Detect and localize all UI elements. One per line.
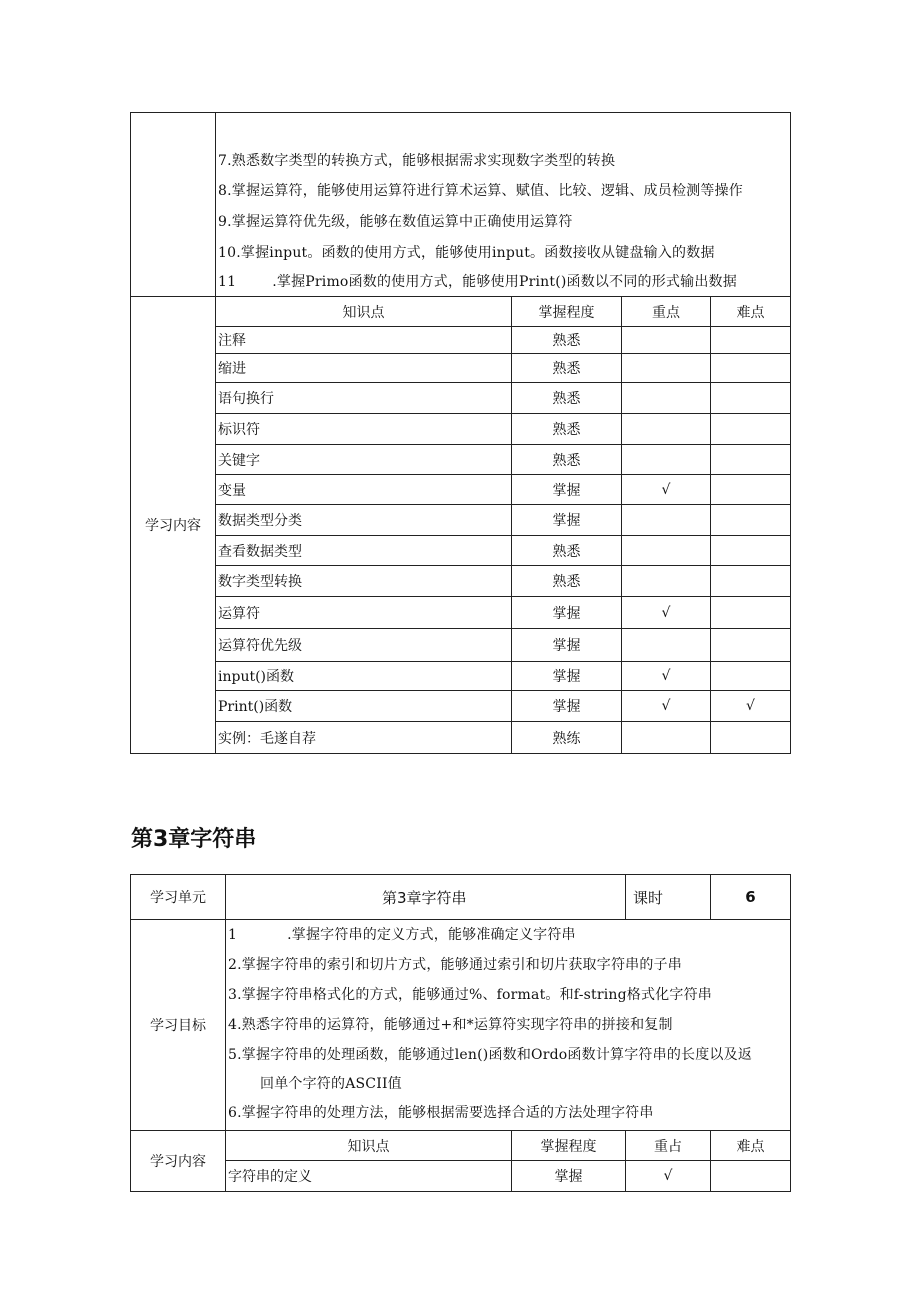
unit-value: 第3章字符串 [226,875,626,920]
chapter3-table [130,874,791,1192]
mastery-level: 掌握 [512,505,622,536]
key-mark [622,354,711,383]
difficulty-mark [711,662,791,691]
key-mark [622,414,711,445]
key-mark: √ [622,691,711,722]
mastery-level: 掌握 [512,629,622,662]
table-row [131,629,791,662]
mastery-level: 熟悉 [512,383,622,414]
table-row [131,414,791,445]
goals-label: 学习目标 [131,920,226,1131]
goal-item [218,269,790,296]
goals-label-cell [131,113,216,297]
hours-label: 课时 [626,875,711,920]
difficulty-mark [711,629,791,662]
table-row [131,691,791,722]
difficulty-mark [711,566,791,597]
hours-value: 6 [711,875,791,920]
key-mark [622,445,711,475]
key-mark: √ [622,597,711,629]
mastery-level: 掌握 [512,1161,626,1192]
goal-item [228,920,790,950]
knowledge-point: 查看数据类型 [216,536,512,566]
knowledge-point: 实例：毛遂自荐 [216,722,512,754]
table-row [131,536,791,566]
goal-number: 1 [228,927,238,943]
knowledge-point: 语句换行 [216,383,512,414]
content-label: 学习内容 [131,297,216,754]
header-mastery-level: 掌握程度 [512,297,622,327]
difficulty-mark [711,536,791,566]
table-row [131,566,791,597]
mastery-level: 熟悉 [512,327,622,354]
difficulty-mark [711,327,791,354]
key-mark: √ [626,1161,711,1192]
knowledge-point: 注释 [216,327,512,354]
key-mark [622,327,711,354]
unit-label: 学习单元 [131,875,226,920]
difficulty-mark [711,475,791,505]
goal-item: 2.掌握字符串的索引和切片方式，能够通过索引和切片获取字符串的子串 [228,957,682,973]
mastery-level: 掌握 [512,475,622,505]
goals-cell [226,920,791,1131]
header-knowledge-point: 知识点 [216,297,512,327]
header-knowledge-point: 知识点 [226,1131,512,1161]
knowledge-point: Print()函数 [216,691,512,722]
difficulty-mark [711,505,791,536]
table-row [131,597,791,629]
key-mark [622,505,711,536]
table-row [131,354,791,383]
difficulty-mark: √ [711,691,791,722]
difficulty-mark [711,722,791,754]
goal-item: 6.掌握字符串的处理方法，能够根据需要选择合适的方法处理字符串 [228,1105,654,1121]
goals-row [131,113,791,297]
header-key-point: 重点 [622,297,711,327]
header-difficulty: 难点 [711,1131,791,1161]
header-row [131,1131,791,1161]
mastery-level: 熟悉 [512,414,622,445]
knowledge-point: 运算符优先级 [216,629,512,662]
table-row [131,662,791,691]
header-row [131,297,791,327]
goal-item: 10.掌握input。函数的使用方式，能够使用input。函数接收从键盘输入的数据 [218,245,715,261]
knowledge-point: 缩进 [216,354,512,383]
chapter-heading: 第3章字符串 [131,827,257,852]
mastery-level: 熟悉 [512,536,622,566]
difficulty-mark [711,354,791,383]
goal-item: 5.掌握字符串的处理函数，能够通过len()函数和Ordo函数计算字符串的长度以及返 [228,1047,753,1063]
mastery-level: 熟悉 [512,354,622,383]
knowledge-point: 数据类型分类 [216,505,512,536]
table-row [131,1161,791,1192]
knowledge-point: 关键字 [216,445,512,475]
knowledge-point: 运算符 [216,597,512,629]
key-mark [622,629,711,662]
content-label: 学习内容 [131,1131,226,1192]
mastery-level: 熟练 [512,722,622,754]
key-mark [622,566,711,597]
difficulty-mark [711,597,791,629]
table-row [131,475,791,505]
mastery-level: 熟悉 [512,445,622,475]
mastery-level: 掌握 [512,597,622,629]
goal-number: 11 [218,274,237,290]
difficulty-mark [711,414,791,445]
goals-row [131,920,791,1131]
header-key-point: 重占 [626,1131,711,1161]
knowledge-point: 数字类型转换 [216,566,512,597]
table-row [131,327,791,354]
goal-text: .掌握Primo函数的使用方式，能够使用Print()函数以不同的形式输出数据 [272,274,737,290]
mastery-level: 熟悉 [512,566,622,597]
key-mark [622,722,711,754]
knowledge-point: 变量 [216,475,512,505]
goals-cell [216,113,791,297]
goal-text: .掌握字符串的定义方式，能够准确定义字符串 [287,927,576,943]
goal-item: 3.掌握字符串格式化的方式，能够通过%、format。和f-string格式化字符串 [228,987,712,1003]
goal-item: 7.熟悉数字类型的转换方式，能够根据需求实现数字类型的转换 [218,153,616,169]
table-row [131,383,791,414]
knowledge-point: input()函数 [216,662,512,691]
chapter2-table [130,112,791,754]
goal-item: 9.掌握运算符优先级，能够在数值运算中正确使用运算符 [218,214,573,230]
mastery-level: 掌握 [512,662,622,691]
goal-item: 回单个字符的ASCII值 [260,1076,402,1092]
knowledge-point: 标识符 [216,414,512,445]
key-mark: √ [622,662,711,691]
table-row [131,505,791,536]
goal-item: 4.熟悉字符串的运算符，能够通过+和*运算符实现字符串的拼接和复制 [228,1017,673,1033]
header-mastery-level: 掌握程度 [512,1131,626,1161]
key-mark [622,383,711,414]
key-mark: √ [622,475,711,505]
difficulty-mark [711,383,791,414]
goal-item: 8.掌握运算符，能够使用运算符进行算术运算、赋值、比较、逻辑、成员检测等操作 [218,183,743,199]
knowledge-point: 字符串的定义 [226,1161,512,1192]
table-row [131,445,791,475]
mastery-level: 掌握 [512,691,622,722]
table-row [131,722,791,754]
header-difficulty: 难点 [711,297,791,327]
difficulty-mark [711,445,791,475]
unit-row [131,875,791,920]
difficulty-mark [711,1161,791,1192]
key-mark [622,536,711,566]
